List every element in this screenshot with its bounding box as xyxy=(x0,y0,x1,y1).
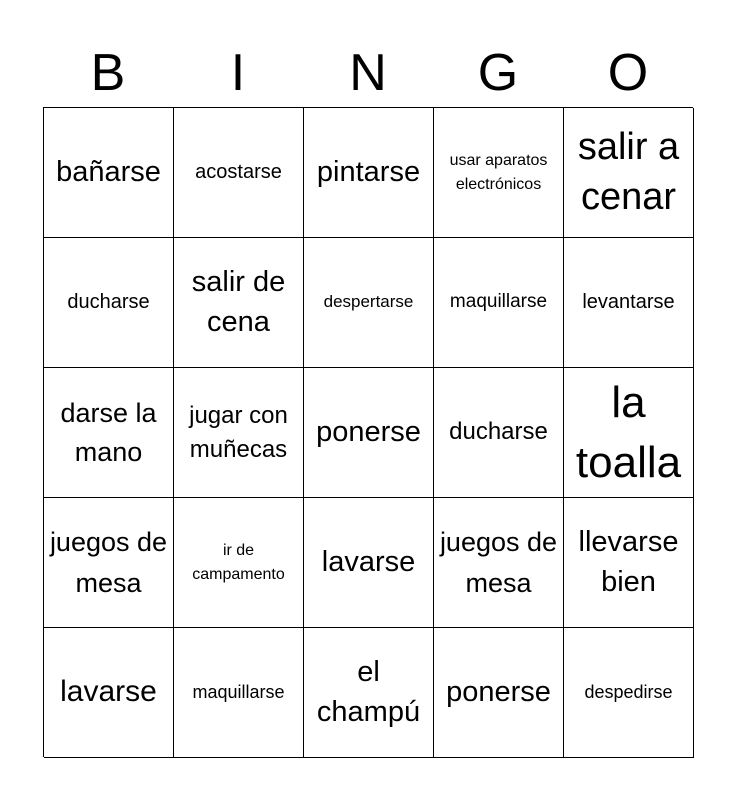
bingo-cell-r3-c4[interactable] xyxy=(434,368,564,498)
bingo-cell-r3-c1[interactable] xyxy=(44,368,174,498)
bingo-cell-r4-c4[interactable] xyxy=(434,498,564,628)
bingo-cell-r5-c2[interactable] xyxy=(174,628,304,758)
bingo-board xyxy=(43,107,693,757)
bingo-cell-r2-c3[interactable] xyxy=(304,238,434,368)
cell-label: ponerse xyxy=(446,675,551,708)
bingo-cell-r4-c3[interactable] xyxy=(304,498,434,628)
bingo-cell-r2-c2[interactable] xyxy=(174,238,304,368)
header-letter-g: G xyxy=(477,44,519,102)
cell-label: acostarse xyxy=(195,160,282,183)
cell-label: el champú xyxy=(316,656,421,728)
cell-label: juegos de mesa xyxy=(49,527,168,598)
bingo-cell-r3-c5[interactable] xyxy=(564,368,694,498)
cell-label: salir a cenar xyxy=(577,126,680,218)
bingo-cell-r5-c1[interactable] xyxy=(44,628,174,758)
cell-label: ducharse xyxy=(67,290,150,313)
bingo-cell-r5-c3[interactable] xyxy=(304,628,434,758)
header-letter-n: N xyxy=(349,44,387,102)
cell-label: usar aparatos electrónicos xyxy=(449,152,548,193)
cell-label: maquillarse xyxy=(192,681,285,702)
cell-label: pintarse xyxy=(316,155,421,188)
bingo-cell-r4-c1[interactable] xyxy=(44,498,174,628)
cell-label: ducharse xyxy=(449,418,548,446)
cell-label: llevarse bien xyxy=(578,526,679,598)
bingo-cell-r3-c2[interactable] xyxy=(174,368,304,498)
bingo-cell-r1-c4[interactable] xyxy=(434,108,564,238)
cell-label: la toalla xyxy=(575,378,682,487)
bingo-cell-r1-c2[interactable] xyxy=(174,108,304,238)
bingo-cell-r2-c5[interactable] xyxy=(564,238,694,368)
bingo-cell-r5-c4[interactable] xyxy=(434,628,564,758)
bingo-cell-r2-c4[interactable] xyxy=(434,238,564,368)
cell-label: despertarse xyxy=(323,292,414,312)
bingo-cell-r2-c1[interactable] xyxy=(44,238,174,368)
bingo-cell-r1-c3[interactable] xyxy=(304,108,434,238)
header-letter-i: I xyxy=(230,44,246,102)
cell-label: jugar con muñecas xyxy=(189,401,288,463)
cell-label: ponerse xyxy=(316,415,421,448)
cell-label: ir de campamento xyxy=(192,541,285,583)
bingo-header xyxy=(43,38,693,108)
header-letter-b: B xyxy=(90,44,126,102)
cell-label: maquillarse xyxy=(449,291,548,313)
bingo-cell-r1-c5[interactable] xyxy=(564,108,694,238)
bingo-cell-r5-c5[interactable] xyxy=(564,628,694,758)
cell-label: bañarse xyxy=(56,155,161,188)
cell-label: lavarse xyxy=(60,675,157,709)
cell-label: salir de cena xyxy=(191,266,286,338)
cell-label: lavarse xyxy=(321,545,416,578)
bingo-cell-r3-c3[interactable] xyxy=(304,368,434,498)
cell-label: juegos de mesa xyxy=(439,527,558,598)
bingo-cell-r1-c1[interactable] xyxy=(44,108,174,238)
header-letter-o: O xyxy=(607,44,649,102)
cell-label: levantarse xyxy=(582,290,675,313)
bingo-cell-r4-c5[interactable] xyxy=(564,498,694,628)
cell-label: darse la mano xyxy=(60,398,157,467)
cell-label: despedirse xyxy=(584,681,673,702)
bingo-cell-r4-c2[interactable] xyxy=(174,498,304,628)
